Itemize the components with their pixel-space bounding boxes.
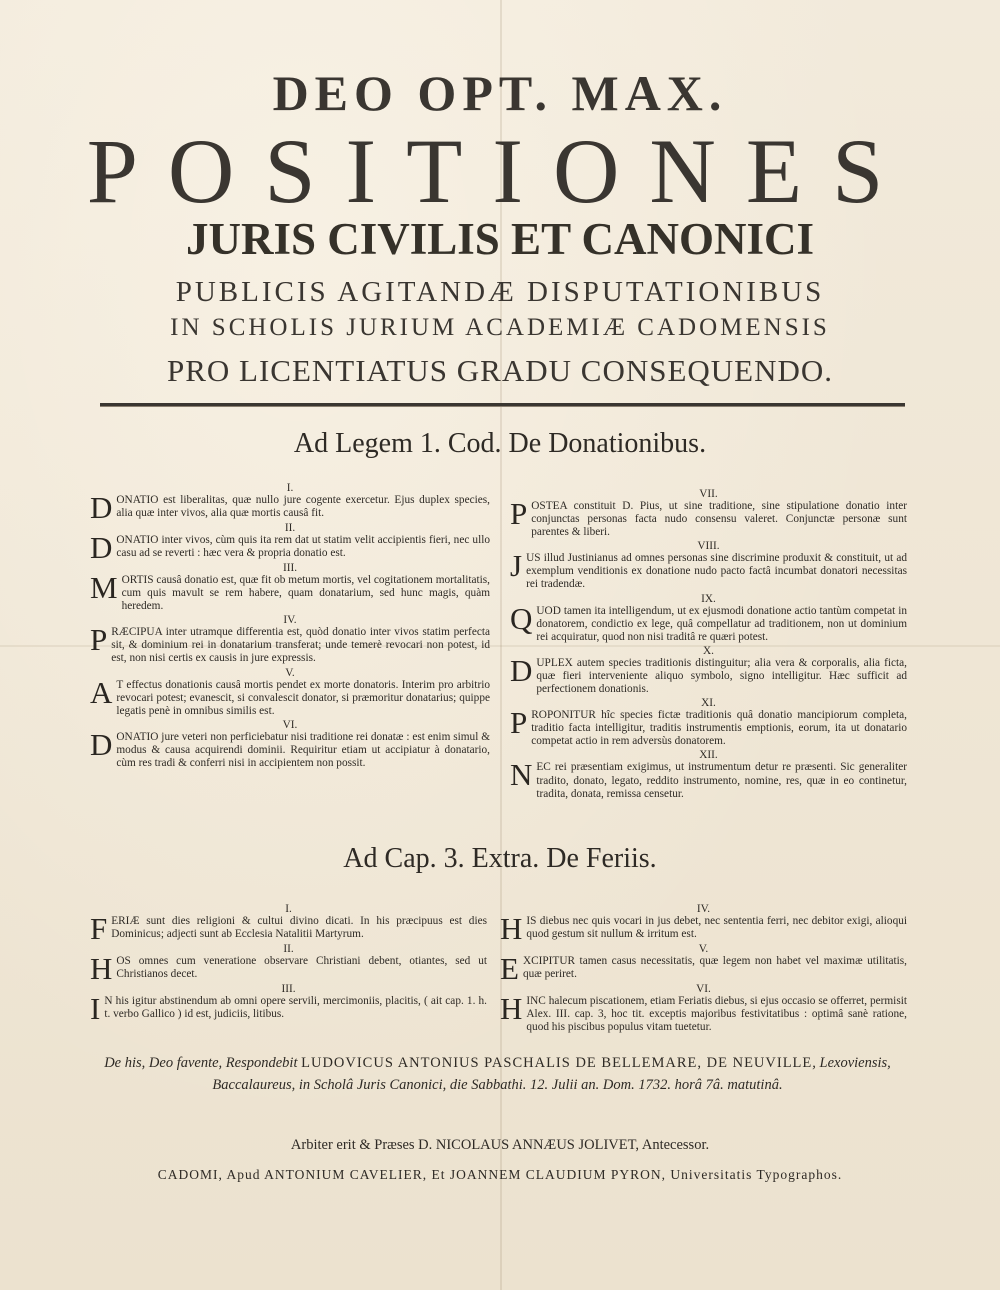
thesis-number: II. (284, 522, 296, 534)
thesis-number: XII. (699, 749, 718, 762)
drop-cap: P (510, 705, 528, 741)
thesis (510, 540, 907, 591)
thesis-text: ERIÆ sunt dies religioni & cultui divino dicati. In his præcipuus est dies Dominicus; adjecti sunt ab Ecclesia Natalitii Martyrum. (111, 915, 487, 941)
drop-cap: D (510, 652, 533, 688)
dedication-details: , Lexoviensis, Baccalaureus, in Scholâ Juris Canonici, die Sabbathi. 12. Julii an. Dom. 1732. horâ 7â. matutinâ. (212, 1055, 891, 1093)
thesis-number: XI. (701, 697, 716, 710)
thesis-text: OSTEA constituit D. Pius, ut sine traditione, sine stipulatione donatio inter conjunctas personas facta nudo consensu valeret. Conjunctæ personæ sunt parentes & liberi. (531, 500, 907, 539)
section-2-heading: Ad Cap. 3. Extra. De Feriis. (343, 843, 657, 874)
thesis (90, 522, 490, 565)
dedication-opening: De his, Deo favente, Respondebit (104, 1055, 298, 1071)
thesis-text: IS diebus nec quis vocari in jus debet, nec sententia ferri, nec debitor exigi, alioqui quod gestum sit nullum & irritum est. (526, 915, 907, 941)
thesis-number: III. (281, 983, 296, 995)
thesis (510, 593, 907, 644)
header-rule (100, 403, 905, 407)
thesis (90, 943, 487, 986)
thesis (510, 749, 907, 800)
drop-cap: H (500, 911, 523, 946)
respondent-dedication (85, 1052, 910, 1096)
drop-cap: Q (510, 600, 533, 636)
drop-cap: M (90, 570, 118, 605)
drop-cap: N (510, 757, 533, 793)
section-2-left-column (90, 903, 487, 1026)
thesis (510, 488, 907, 539)
thesis-text: US illud Justinianus ad omnes personas sine discrimine produxit & constituit, ut ad exemplum venditionis ex donatione nudo pacto factâ incumbat donatori necessitas rei tradendæ. (526, 552, 907, 591)
thesis-text: ROPONITUR hîc species fictæ traditionis quâ donatio mancipiorum completa, traditio facta intelligitur, traditis instrumentis emptionis, eorum, ita ut donatario competat actio in rem adversùs donatorem. (531, 709, 907, 748)
arbiter-line: Arbiter erit & Præses D. NICOLAUS ANNÆUS JOLIVET, Antecessor. (290, 1137, 710, 1153)
thesis-text: INC halecum piscationem, etiam Feriatis diebus, si ejus occasio se offerret, permisit Alex. III. cap. 3, hoc tit. exceptis majoribus festivitatibus : optimâ sanè ratione, quod his piscibus populus vitam tuetetur. (526, 995, 907, 1034)
thesis-text: EC rei præsentiam exigimus, ut instrumentum detur re præsenti. Sic generaliter tradito, donato, legato, reddito instrumento, nomine, res, quæ in eo continetur, tradita, donata, remissa censetur. (536, 761, 907, 800)
thesis (90, 482, 490, 525)
thesis-number: II. (283, 943, 294, 955)
thesis-number: IV. (696, 903, 711, 915)
respondent-name: LUDOVICUS ANTONIUS PASCHALIS DE BELLEMARE, DE NEUVILLE (301, 1055, 813, 1071)
thesis-number: VI. (696, 983, 711, 995)
drop-cap: D (90, 726, 113, 762)
thesis (90, 719, 490, 770)
header-line-3: JURIS CIVILIS ET CANONICI (185, 214, 815, 264)
thesis-number: IX. (701, 592, 716, 605)
header-line-5: IN SCHOLIS JURIUM ACADEMIÆ CADOMENSIS (170, 314, 830, 341)
drop-cap: F (90, 911, 108, 946)
drop-cap: D (90, 490, 113, 525)
thesis (500, 903, 907, 946)
drop-cap: A (90, 674, 113, 710)
thesis-text: T effectus donationis causâ mortis pendet ex morte donatoris. Interim pro arbitrio revocari potest; evanescit, si convalescit donator, si præmoritur donatarius; quippe legatis penè in omnibus similis est. (116, 678, 490, 717)
printer-imprint: CADOMI, Apud ANTONIUM CAVELIER, Et JOANNEM CLAUDIUM PYRON, Universitatis Typographos. (157, 1167, 843, 1182)
section-2-right-column (500, 903, 907, 1035)
drop-cap: P (90, 622, 108, 658)
section-1-heading: Ad Legem 1. Cod. De Donationibus. (293, 428, 707, 459)
thesis-number: V. (285, 666, 295, 679)
thesis-number: V. (698, 943, 709, 955)
thesis-text: UOD tamen ita intelligendum, ut ex ejusmodi donatione actio tantùm competat in donatorem, condictio ex lege, quâ compellatur ad traditionem, non ut dominium rei acquiratur, quod non nisi traditâ re quæri potest. (536, 604, 907, 643)
thesis-text: ONATIO inter vivos, cùm quis ita rem dat ut statim velit accipientis fieri, nec ullo casu ad se reverti : hæc vera & propria donatio est. (116, 534, 490, 560)
thesis-number: VI. (282, 718, 298, 731)
drop-cap: H (500, 991, 523, 1026)
thesis (510, 645, 907, 696)
thesis-text: XCIPITUR tamen casus necessitatis, quæ legem non habet vel maximæ utilitatis, quæ periret. (522, 955, 907, 981)
header-line-2: POSITIONES (86, 120, 914, 222)
thesis-text: ONATIO est liberalitas, quæ nullo jure cogente exercetur. Ejus duplex species, alia quæ inter vivos, alia quæ mortis causâ fit. (116, 494, 490, 520)
thesis-text: ORTIS causâ donatio est, quæ fit ob metum mortis, vel cogitationem mortalitatis, cum quis mavult se rem habere, quam donatarium, sed hunc magis, quàm heredem. (121, 574, 490, 613)
thesis (500, 943, 907, 986)
thesis (500, 983, 907, 1034)
thesis-text: ONATIO jure veteri non perficiebatur nisi traditione rei donatæ : est enim simul & modus & causa acquirendi dominii. Requiritur etiam ut accipiatur à donatario, cùm res tradi & conferri nisi in accipientem non possit. (116, 730, 490, 770)
thesis-number: III. (282, 562, 298, 574)
header-line-6: PRO LICENTIATUS GRADU CONSEQUENDO. (166, 353, 834, 388)
thesis-number: I. (286, 482, 294, 494)
thesis-number: IV. (283, 614, 297, 627)
thesis-text: OS omnes cum veneratione observare Christiani debent, otiantes, sed ut Christianos decet. (116, 955, 487, 981)
drop-cap: I (90, 991, 101, 1026)
drop-cap: P (510, 496, 528, 531)
thesis (90, 903, 487, 946)
thesis-text: N his igitur abstinendum ab omni opere servili, mercimoniis, placitis, ( ait cap. 1. h. t. verbo Gallico ) id est, judiciis, litibus. (104, 995, 487, 1021)
thesis-number: I. (285, 903, 292, 915)
drop-cap: D (90, 530, 113, 565)
thesis (90, 614, 490, 665)
section-1-right-column (510, 488, 907, 802)
section-1-left-column (90, 482, 490, 771)
thesis (90, 562, 490, 613)
thesis-number: VII. (699, 488, 718, 500)
thesis-text: UPLEX autem species traditionis distinguitur; alia vera & corporalis, alia ficta, quæ fieri interveniente aliquo symbolo, signo intelligitur. Hæc sufficit ad perfectionem donationis. (536, 656, 907, 696)
thesis-number: VIII. (697, 540, 720, 553)
thesis (510, 697, 907, 748)
thesis (90, 983, 487, 1026)
drop-cap: H (90, 951, 113, 986)
drop-cap: J (510, 548, 523, 584)
thesis-text: RÆCIPUA inter utramque differentia est, quòd donatio inter vivos statim perfecta sit, & dominium rei in donatarium transferat; unde temerè revocari non potest, id est, non nisi certis ex causis in jure expressis. (111, 626, 490, 665)
header-line-1: DEO OPT. MAX. (272, 65, 728, 121)
thesis-number: X. (703, 644, 714, 657)
drop-cap: E (500, 951, 519, 986)
thesis (90, 667, 490, 718)
header-line-4: PUBLICIS AGITANDÆ DISPUTATIONIBUS (175, 276, 825, 308)
